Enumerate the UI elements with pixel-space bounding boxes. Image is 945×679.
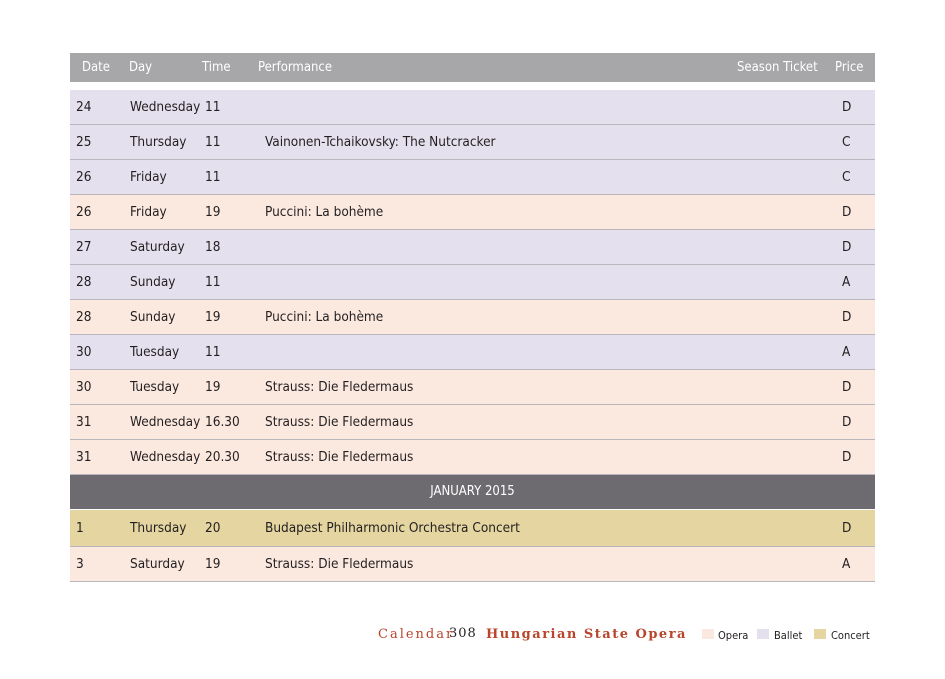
row-date: 25: [76, 134, 92, 150]
table-header: [70, 53, 875, 90]
row-time: 20: [205, 520, 221, 536]
row-date: 27: [76, 239, 92, 255]
row-performance: Strauss: Die Fledermaus: [265, 449, 414, 465]
row-date: 31: [76, 414, 92, 430]
row-date: 28: [76, 309, 92, 325]
row-day: Saturday: [130, 556, 185, 572]
row-price: D: [842, 239, 852, 255]
table-row: [70, 125, 875, 160]
row-price: C: [842, 134, 851, 150]
row-time: 11: [205, 134, 221, 150]
row-price: A: [842, 556, 851, 572]
table-row: [70, 160, 875, 195]
table-row: [70, 370, 875, 405]
row-time: 11: [205, 169, 221, 185]
page-number: 308: [449, 626, 477, 641]
row-day: Wednesday: [130, 449, 201, 465]
row-time: 18: [205, 239, 221, 255]
row-time: 19: [205, 556, 221, 572]
month-divider: [70, 475, 875, 510]
row-time: 11: [205, 99, 221, 115]
row-performance: Budapest Philharmonic Orchestra Concert: [265, 520, 520, 536]
legend-label-ballet: Ballet: [774, 629, 803, 642]
row-performance: Strauss: Die Fledermaus: [265, 414, 414, 430]
header-day: Day: [129, 60, 153, 75]
row-time: 11: [205, 274, 221, 290]
legend-label-opera: Opera: [718, 629, 749, 642]
row-time: 19: [205, 204, 221, 220]
row-day: Wednesday: [130, 99, 201, 115]
header-price: Price: [835, 60, 864, 75]
row-day: Thursday: [130, 134, 187, 150]
row-time: 11: [205, 344, 221, 360]
row-time: 19: [205, 309, 221, 325]
row-time: 19: [205, 379, 221, 395]
table-row: [70, 510, 875, 547]
row-performance: Puccini: La bohème: [265, 204, 384, 220]
table-row: [70, 335, 875, 370]
row-day: Wednesday: [130, 414, 201, 430]
row-date: 3: [76, 556, 84, 572]
row-date: 30: [76, 344, 92, 360]
row-price: D: [842, 414, 852, 430]
footer-calendar: Calendar: [378, 627, 455, 642]
row-day: Saturday: [130, 239, 185, 255]
row-day: Friday: [130, 169, 167, 185]
header-date: Date: [82, 60, 110, 75]
row-day: Thursday: [130, 520, 187, 536]
table-row: [70, 440, 875, 475]
table-row: [70, 90, 875, 125]
row-time: 16.30: [205, 414, 240, 430]
row-price: D: [842, 379, 852, 395]
header-performance: Performance: [258, 60, 333, 75]
row-price: D: [842, 309, 852, 325]
row-day: Friday: [130, 204, 167, 220]
legend-swatch-concert: [814, 629, 826, 639]
row-day: Sunday: [130, 309, 176, 325]
row-price: D: [842, 520, 852, 536]
row-price: D: [842, 99, 852, 115]
row-date: 26: [76, 169, 92, 185]
row-date: 28: [76, 274, 92, 290]
header-time: Time: [202, 60, 231, 75]
row-performance: Puccini: La bohème: [265, 309, 384, 325]
table-row: [70, 300, 875, 335]
row-date: 31: [76, 449, 92, 465]
row-price: D: [842, 449, 852, 465]
page-footer: [0, 625, 945, 649]
legend-swatch-opera: [702, 629, 714, 639]
row-date: 1: [76, 520, 84, 536]
legend-label-concert: Concert: [831, 629, 870, 642]
footer-title: Hungarian State Opera: [486, 627, 687, 642]
row-day: Tuesday: [130, 344, 180, 360]
row-price: D: [842, 204, 852, 220]
table-row: [70, 230, 875, 265]
table-row: [70, 405, 875, 440]
row-price: A: [842, 344, 851, 360]
row-date: 26: [76, 204, 92, 220]
row-date: 30: [76, 379, 92, 395]
row-time: 20.30: [205, 449, 240, 465]
table-row: [70, 265, 875, 300]
header-season-ticket: Season Ticket: [737, 60, 818, 75]
row-performance: Vainonen-Tchaikovsky: The Nutcracker: [265, 134, 496, 150]
table-row: [70, 195, 875, 230]
row-price: C: [842, 169, 851, 185]
table-row: [70, 547, 875, 582]
schedule-table: [70, 53, 875, 582]
row-date: 24: [76, 99, 92, 115]
row-performance: Strauss: Die Fledermaus: [265, 379, 414, 395]
legend-swatch-ballet: [757, 629, 769, 639]
row-day: Tuesday: [130, 379, 180, 395]
month-label: JANUARY 2015: [430, 484, 515, 499]
row-day: Sunday: [130, 274, 176, 290]
row-performance: Strauss: Die Fledermaus: [265, 556, 414, 572]
row-price: A: [842, 274, 851, 290]
